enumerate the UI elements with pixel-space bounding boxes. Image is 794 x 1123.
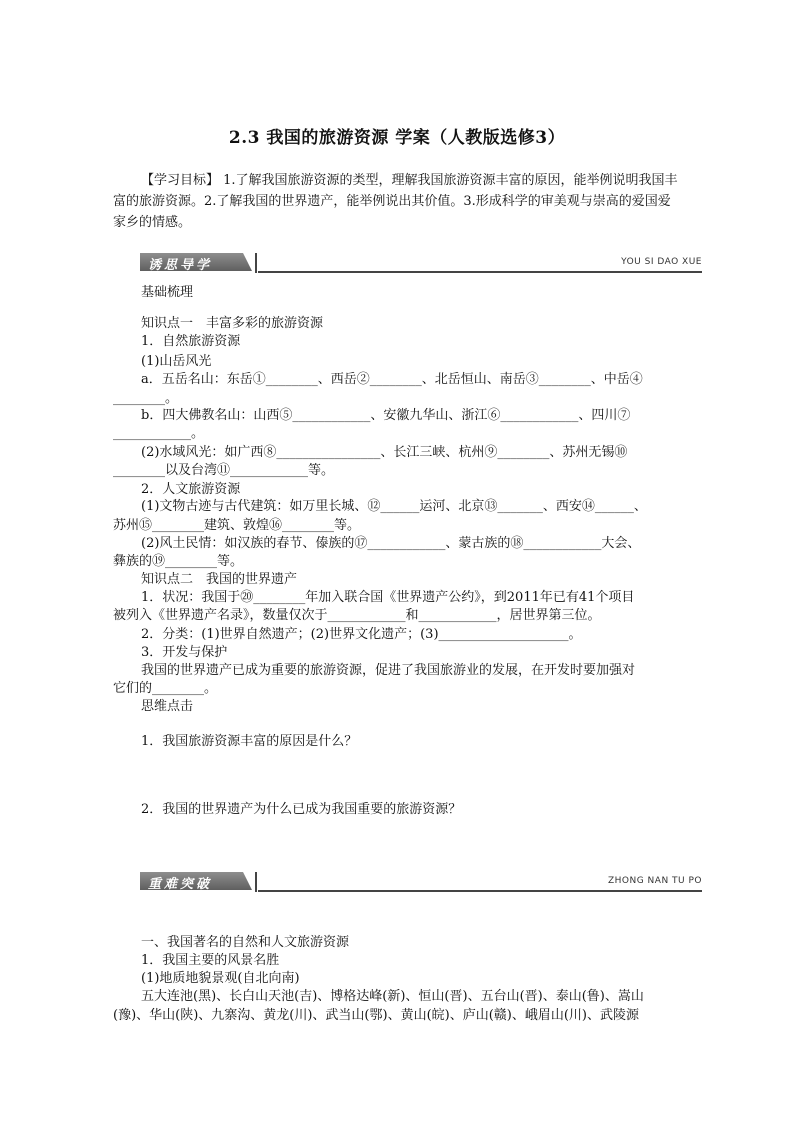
text-line: a．五岳名山：东岳①________、西岳②________、北岳恒山、南岳③________、中岳④ <box>141 372 643 387</box>
text-line: 苏州⑮________建筑、敦煌⑯________等。 <box>113 518 361 533</box>
section-banner-zhongnan <box>140 872 702 894</box>
text-line: (1)地质地貌景观(自北向南) <box>141 971 300 986</box>
banner-separator <box>255 253 257 273</box>
text-line: 1．自然旅游资源 <box>141 334 241 349</box>
text-line: 1．状况：我国于⑳________年加入联合国《世界遗产公约》，到2011年已有41个项目 <box>141 590 635 605</box>
banner-rule <box>258 890 702 892</box>
banner-label: 重难突破 <box>148 877 213 892</box>
document-title: 2.3 我国的旅游资源 学案（人教版选修3） <box>228 128 566 148</box>
text-line: 五大连池(黑)、长白山天池(吉)、博格达峰(新)、恒山(晋)、五台山(晋)、泰山(鲁)、嵩山 <box>141 989 644 1004</box>
text-line: ____________。 <box>113 426 205 441</box>
banner-rule <box>258 271 702 273</box>
heading-thinking: 思维点击 <box>141 699 194 714</box>
banner-separator <box>255 872 257 892</box>
text-line: 它们的________。 <box>113 681 218 696</box>
text-line: ________。 <box>113 391 179 406</box>
text-line: 彝族的⑲________等。 <box>113 554 244 569</box>
banner-english: ZHONG NAN TU PO <box>607 876 702 886</box>
text-line: 2．人文旅游资源 <box>141 482 241 497</box>
text-line: (豫)、华山(陕)、九寨沟、黄龙(川)、武当山(鄂)、黄山(皖)、庐山(赣)、峨眉山(川)、武陵源 <box>113 1008 640 1023</box>
text-line: 被列入《世界遗产名录》，数量仅次于____________和____________，居世界第三位。 <box>113 608 601 623</box>
section-heading: 一、我国著名的自然和人文旅游资源 <box>141 935 350 950</box>
learning-goals: 【学习目标】 1.了解我国旅游资源的类型，理解我国旅游资源丰富的原因，能举例说明我国丰富的旅游资源。2.了解我国的世界遗产，能举例说出其价值。3.形成科学的审美观与崇高的爱国爱家乡的情感。 <box>113 173 678 230</box>
knowledge-point-1: 知识点一 丰富多彩的旅游资源 <box>141 316 324 331</box>
text-line: b．四大佛教名山：山西⑤____________、安徽九华山、浙江⑥____________、四川⑦ <box>141 408 631 423</box>
text-line: (1)山岳风光 <box>141 354 212 369</box>
text-line: 2．分类：(1)世界自然遗产；(2)世界文化遗产；(3)____________________。 <box>141 627 582 642</box>
question-1: 1．我国旅游资源丰富的原因是什么？ <box>141 734 358 749</box>
banner-label: 诱思导学 <box>148 258 213 273</box>
heading-basics: 基础梳理 <box>141 285 194 300</box>
section-banner-yousi <box>140 253 702 275</box>
text-line: 1．我国主要的风景名胜 <box>141 953 280 968</box>
text-line: (2)风土民情：如汉族的春节、傣族的⑰____________、蒙古族的⑱____________大会、 <box>141 536 641 551</box>
banner-english: YOU SI DAO XUE <box>621 257 702 267</box>
knowledge-point-2: 知识点二 我国的世界遗产 <box>141 572 298 587</box>
question-2: 2．我国的世界遗产为什么已成为我国重要的旅游资源？ <box>141 802 462 817</box>
text-line: (1)文物古迹与古代建筑：如万里长城、⑫______运河、北京⑬_______、西安⑭______、 <box>141 499 647 514</box>
text-line: (2)水域风光：如广西⑧________________、长江三峡、杭州⑨________、苏州无锡⑩ <box>141 445 628 460</box>
text-line: 我国的世界遗产已成为重要的旅游资源，促进了我国旅游业的发展，在开发时要加强对 <box>141 663 636 678</box>
text-line: 3．开发与保护 <box>141 645 228 660</box>
text-line: ________以及台湾⑪____________等。 <box>113 463 335 478</box>
